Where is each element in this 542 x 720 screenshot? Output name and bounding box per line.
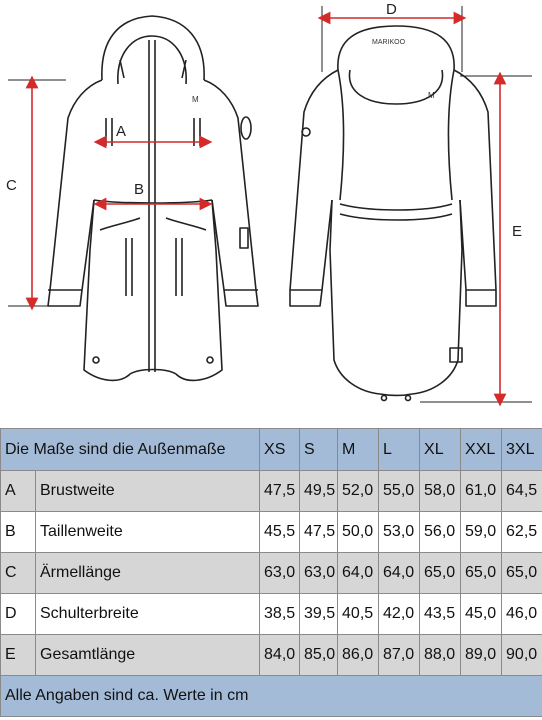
table-row [1,512,542,553]
label-d: D [386,1,397,18]
measure-a-chest [100,123,206,142]
label-b: B [134,181,145,198]
row-code: A [1,471,36,512]
cell-value: 43,5 [420,594,461,635]
cell-value: 85,0 [300,635,338,676]
cell-value: 40,5 [338,594,379,635]
cell-value: 62,5 [502,512,542,553]
cell-value: 65,0 [502,553,542,594]
row-name: Taillenweite [36,512,260,553]
size-table [0,428,542,717]
label-c: C [6,177,17,194]
back-brand-label: MARIKOO [372,39,406,46]
measure-c-sleeve [6,80,66,306]
size-header: XXL [461,429,502,471]
cell-value: 47,5 [300,512,338,553]
label-e: E [512,223,523,240]
table-row [1,594,542,635]
size-header: 3XL [502,429,542,471]
cell-value: 39,5 [300,594,338,635]
cell-value: 52,0 [338,471,379,512]
cell-value: 49,5 [300,471,338,512]
row-code: D [1,594,36,635]
size-header: M [338,429,379,471]
cell-value: 45,5 [260,512,300,553]
table-row [1,635,542,676]
row-code: C [1,553,36,594]
row-code: B [1,512,36,553]
row-name: Schulterbreite [36,594,260,635]
cell-value: 45,0 [461,594,502,635]
cell-value: 65,0 [461,553,502,594]
table-header-row [1,429,542,471]
cell-value: 65,0 [420,553,461,594]
table-footer-note: Alle Angaben sind ca. Werte in cm [1,676,542,717]
back-brand-logo: M [428,91,435,100]
cell-value: 88,0 [420,635,461,676]
cell-value: 42,0 [379,594,420,635]
size-header: S [300,429,338,471]
cell-value: 64,0 [338,553,379,594]
cell-value: 56,0 [420,512,461,553]
cell-value: 38,5 [260,594,300,635]
front-brand-logo: M [192,95,199,104]
cell-value: 90,0 [502,635,542,676]
table-row [1,553,542,594]
table-row [1,471,542,512]
cell-value: 47,5 [260,471,300,512]
cell-value: 63,0 [300,553,338,594]
back-jacket-outline [290,26,496,401]
cell-value: 50,0 [338,512,379,553]
table-header-title: Die Maße sind die Außenmaße [1,429,260,471]
row-code: E [1,635,36,676]
cell-value: 61,0 [461,471,502,512]
cell-value: 55,0 [379,471,420,512]
cell-value: 86,0 [338,635,379,676]
measure-b-waist [100,181,206,204]
row-name: Ärmellänge [36,553,260,594]
table-footer-row [1,676,542,717]
size-header: L [379,429,420,471]
size-table-container [0,428,542,720]
row-name: Brustweite [36,471,260,512]
cell-value: 89,0 [461,635,502,676]
label-a: A [116,123,127,140]
cell-value: 58,0 [420,471,461,512]
measure-e-length [420,76,532,402]
cell-value: 84,0 [260,635,300,676]
cell-value: 63,0 [260,553,300,594]
cell-value: 53,0 [379,512,420,553]
size-header: XL [420,429,461,471]
row-name: Gesamtlänge [36,635,260,676]
cell-value: 87,0 [379,635,420,676]
cell-value: 46,0 [502,594,542,635]
cell-value: 59,0 [461,512,502,553]
size-header: XS [260,429,300,471]
cell-value: 64,0 [379,553,420,594]
front-jacket-outline [48,16,258,380]
cell-value: 64,5 [502,471,542,512]
